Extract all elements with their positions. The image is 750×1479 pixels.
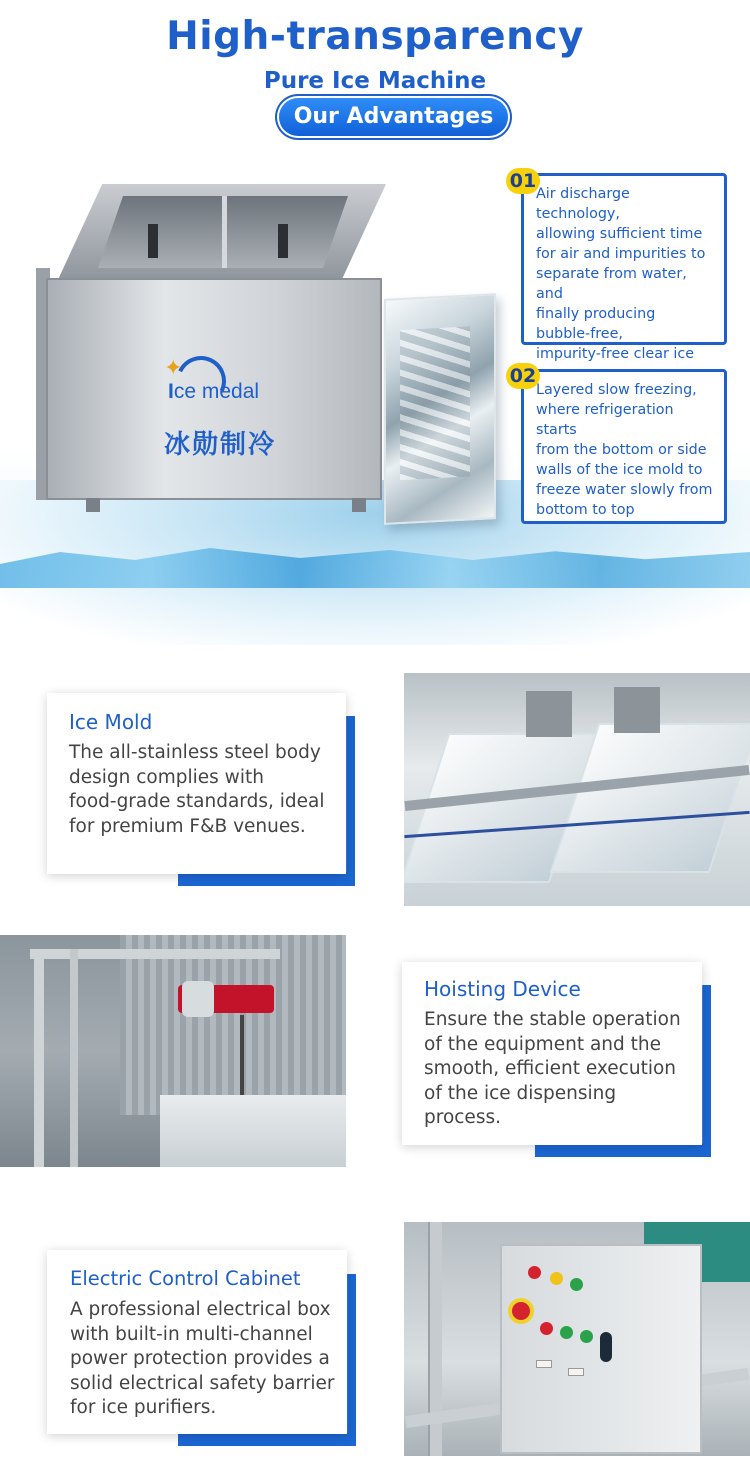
advantage-line: from the bottom or side [536, 442, 707, 458]
key-switch [600, 1332, 612, 1362]
feature-line: food-grade standards, ideal [69, 791, 325, 812]
panel-label [568, 1368, 584, 1376]
emergency-stop-button [512, 1302, 530, 1320]
logo-star-icon: ✦ [164, 356, 183, 381]
advantage-line: finally producing [536, 306, 656, 322]
feature-line: power protection provides a [70, 1348, 330, 1369]
advantage-line: where refrigeration starts [536, 402, 674, 438]
indicator-light-yellow [550, 1272, 563, 1285]
control-button-green [580, 1330, 593, 1343]
advantage-line: bubble-free, [536, 326, 623, 342]
advantage-line: allowing sufficient time [536, 226, 703, 242]
indicator-light-green [570, 1278, 583, 1291]
advantage-line: impurity-free clear ice [536, 346, 695, 362]
advantage-number-badge: 01 [506, 168, 540, 194]
advantages-pill: Our Advantages [279, 98, 508, 136]
hoist-cable [240, 1015, 244, 1105]
hoist-motor [182, 981, 214, 1017]
feature-text [69, 741, 344, 839]
feature-title: Ice Mold [69, 710, 153, 734]
feature-title: Electric Control Cabinet [70, 1267, 301, 1290]
feature-line: of the equipment and the [424, 1033, 661, 1055]
machine-handle [278, 224, 288, 258]
logo-chinese: 冰勋制冷 [164, 430, 277, 460]
advantage-line: separate from water, and [536, 266, 687, 302]
feature-line: The all-stainless steel body [69, 742, 321, 763]
machine-handle [148, 224, 158, 258]
feature-line: solid electrical safety barrier [70, 1372, 335, 1394]
machine-divider [222, 196, 227, 268]
feature-line: smooth, efficient execution [424, 1058, 677, 1079]
ice-mold-photo [404, 673, 750, 906]
feature-line: design complies with [69, 766, 264, 788]
mold-plate [526, 691, 572, 737]
advantage-box-2 [521, 369, 727, 524]
logo-i: I [168, 380, 174, 403]
mold-plate [614, 687, 660, 733]
gantry-frame [70, 949, 78, 1167]
page-subtitle: Pure Ice Machine [263, 68, 487, 94]
warehouse-wall [120, 935, 346, 1115]
advantage-number-badge: 02 [506, 363, 540, 389]
feature-line: for ice purifiers. [70, 1397, 217, 1418]
advantage-box-1 [521, 173, 727, 362]
feature-line: A professional electrical box [70, 1299, 331, 1320]
advantage-line: bottom to top [536, 502, 635, 518]
clear-ice-block-image [384, 293, 496, 525]
advantage-line: Layered slow freezing, [536, 382, 697, 398]
panel-label [536, 1360, 552, 1368]
feature-line: of the ice dispensing [424, 1082, 617, 1104]
feature-text [424, 1008, 699, 1131]
feature-line: with built-in multi-channel [70, 1323, 313, 1345]
feature-line: for premium F&B venues. [69, 815, 306, 837]
advantage-line: Air discharge technology, [536, 186, 630, 222]
control-button-red [540, 1322, 553, 1335]
electric-cabinet-photo [404, 1222, 750, 1456]
page-title: High-transparency [166, 14, 584, 59]
hoisting-device-photo [0, 935, 346, 1167]
logo-word: ce medal [173, 380, 260, 403]
indicator-light-red [528, 1266, 541, 1279]
control-button-green [560, 1326, 573, 1339]
gantry-frame [30, 949, 280, 959]
advantage-line: walls of the ice mold to [536, 462, 703, 478]
feature-text [70, 1298, 345, 1421]
gantry-frame [34, 949, 44, 1167]
advantage-line: for air and impurities to [536, 246, 706, 262]
advantage-line: freeze water slowly from [536, 482, 713, 498]
ice-machine-image [36, 184, 406, 514]
feature-line: Ensure the stable operation [424, 1009, 681, 1030]
logo-text [168, 380, 259, 404]
ice-block [160, 1095, 346, 1167]
machine-foot [86, 498, 100, 512]
feature-title: Hoisting Device [424, 977, 581, 1001]
feature-line: process. [424, 1107, 501, 1128]
machine-foot [352, 498, 366, 512]
